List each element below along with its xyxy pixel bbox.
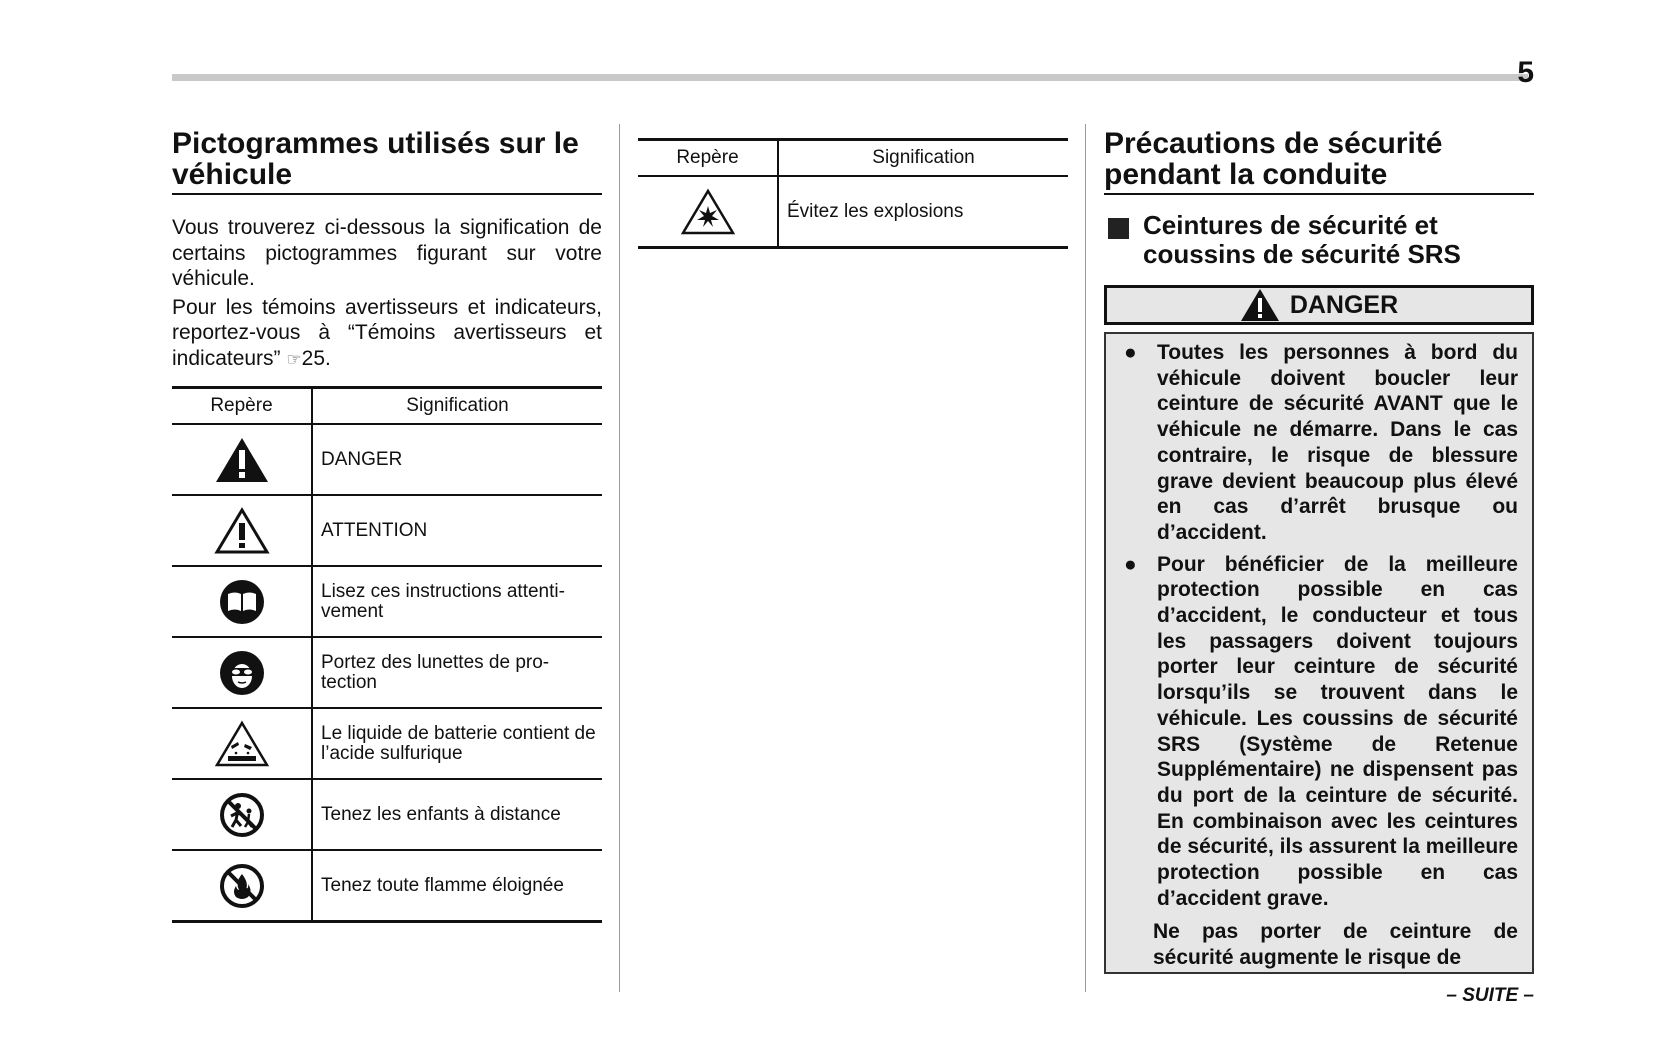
page-reference-icon: ☞ <box>286 349 302 369</box>
bullet-text: Pour bénéficier de la meilleure protection possible en cas d’accident, le conducteur et tous les passagers doivent toujours porter leur ceinture de sécurité lorsqu’ils se trouvent dans le véhicule. Les coussins de sécurité SRS (Système de Retenue Supplémentaire) ne dispensent pas du port de la ceinture de sécurité. En combinaison avec les ceintures de sécurité, ils assurent la meilleure protection possible en cas d’accident grave. <box>1157 552 1518 910</box>
intro-paragraph: Vous trouverez ci-dessous la signification de certains pictogrammes figurant sur votre véhicule. <box>172 216 602 290</box>
table-cell-meaning: Portez des lunettes de pro-tection <box>312 637 602 708</box>
section-title: Précautions de sécurité pendant la conduite <box>1104 128 1534 195</box>
reference-text: Pour les témoins avertisseurs et indicateurs, reportez-vous à “Témoins avertisseurs et indicateurs” <box>172 295 602 370</box>
table-cell-meaning: Évitez les explosions <box>778 176 1068 248</box>
left-column <box>172 128 602 923</box>
section-title: Pictogrammes utilisés sur le véhicule <box>172 128 602 195</box>
table-row <box>172 495 602 566</box>
table-row <box>638 176 1068 248</box>
read-manual-icon <box>172 566 312 637</box>
right-column <box>1104 128 1534 974</box>
square-bullet-icon <box>1108 218 1129 239</box>
continuation-text: Ne pas porter de ceinture de sécurité augmente le risque de <box>1153 920 1518 970</box>
table-cell-meaning: ATTENTION <box>312 495 602 566</box>
column-header: Signification <box>778 140 1068 177</box>
danger-triangle-icon <box>172 424 312 495</box>
table-row <box>172 850 602 922</box>
column-header: Repère <box>638 140 778 177</box>
no-flame-icon <box>172 850 312 922</box>
table-row <box>172 708 602 779</box>
table-cell-meaning: Lisez ces instructions attenti-vement <box>312 566 602 637</box>
list-item <box>1120 340 1518 546</box>
header-rule <box>172 74 1528 81</box>
table-cell-meaning: DANGER <box>312 424 602 495</box>
column-divider <box>1085 124 1086 992</box>
column-header: Repère <box>172 388 312 425</box>
table-cell-meaning: Le liquide de batterie contient de l’acide sulfurique <box>312 708 602 779</box>
page-number: 5 <box>1517 56 1534 89</box>
reference-paragraph <box>172 295 602 373</box>
table-header-row <box>172 388 602 425</box>
danger-header <box>1104 285 1534 325</box>
danger-warning-box <box>1104 332 1534 974</box>
pictogram-table-continued <box>638 138 1068 249</box>
table-row <box>172 424 602 495</box>
table-cell-meaning: Tenez toute flamme éloignée <box>312 850 602 922</box>
keep-children-away-icon <box>172 779 312 850</box>
subsection-title <box>1104 211 1534 269</box>
attention-triangle-icon <box>172 495 312 566</box>
bullet-icon: ● <box>1124 341 1137 364</box>
subsection-title-text: Ceintures de sécurité et coussins de sécurité SRS <box>1143 210 1461 269</box>
table-row <box>172 779 602 850</box>
table-header-row <box>638 140 1068 177</box>
list-item <box>1120 552 1518 912</box>
bullet-text: Toutes les personnes à bord du véhicule doivent boucler leur ceinture de sécurité AVANT que le véhicule ne démarre. Dans le cas contraire, le risque de blessure grave devient beaucoup plus élevé en cas d’arrêt brusque ou d’accident. <box>1157 341 1518 544</box>
danger-triangle-icon <box>1240 288 1280 322</box>
table-row <box>172 566 602 637</box>
pictogram-table <box>172 386 602 923</box>
table-cell-meaning: Tenez les enfants à distance <box>312 779 602 850</box>
reference-page: 25. <box>301 346 331 370</box>
table-row <box>172 637 602 708</box>
battery-acid-icon <box>172 708 312 779</box>
column-header: Signification <box>312 388 602 425</box>
continued-marker: – SUITE – <box>1446 985 1534 1006</box>
bullet-icon: ● <box>1124 552 1137 576</box>
danger-label: DANGER <box>1289 290 1399 319</box>
middle-column <box>638 138 1068 249</box>
eye-protection-icon <box>172 637 312 708</box>
column-divider <box>619 124 620 992</box>
explosion-icon <box>638 176 778 248</box>
